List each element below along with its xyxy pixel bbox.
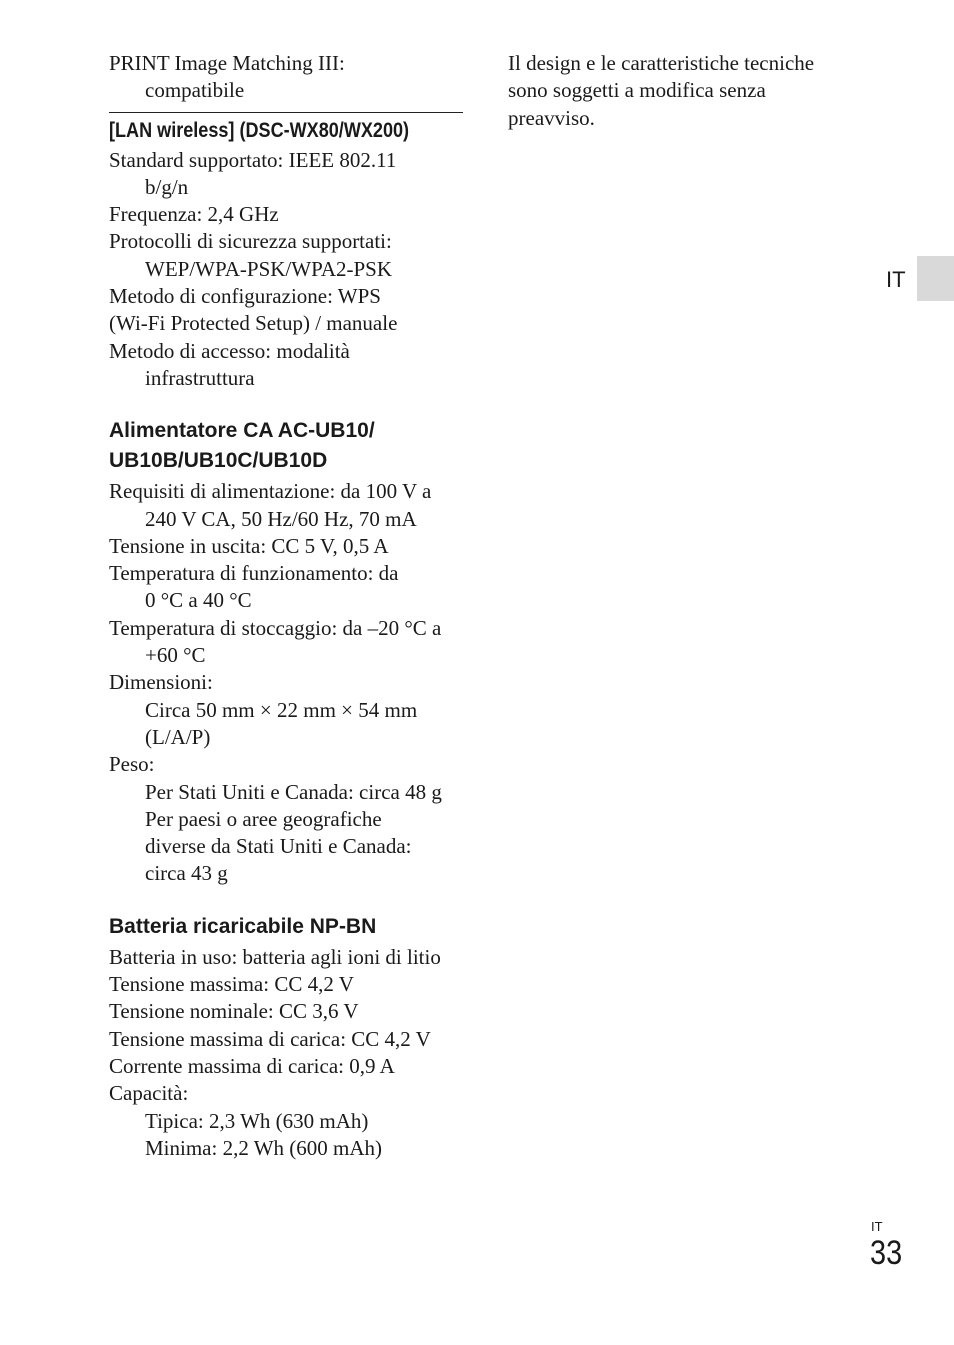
- spec-line: Tensione nominale: CC 3,6 V: [109, 999, 359, 1024]
- spec-line: Metodo di configurazione: WPS: [109, 284, 381, 309]
- left-column: [109, 50, 469, 1162]
- language-tab-label: IT: [886, 267, 906, 292]
- disclaimer-line: Il design e le caratteristiche tecniche: [508, 51, 815, 75]
- spec-line: Corrente massima di carica: 0,9 A: [109, 1053, 395, 1078]
- spec-line: Frequenza: 2,4 GHz: [109, 202, 279, 227]
- section-heading-line: UB10B/UB10C/UB10D: [109, 449, 328, 473]
- spec-line: b/g/n: [145, 174, 189, 199]
- spec-line: Peso:: [109, 752, 155, 777]
- spec-line: Circa 50 mm × 22 mm × 54 mm: [145, 697, 418, 722]
- spec-line: Temperatura di funzionamento: da: [109, 561, 399, 586]
- spec-line: PRINT Image Matching III:: [109, 51, 345, 75]
- spec-line: Tensione in uscita: CC 5 V, 0,5 A: [109, 533, 389, 558]
- spec-line: Per Stati Uniti e Canada: circa 48 g: [145, 779, 442, 804]
- page-number: 33: [870, 1234, 903, 1272]
- spec-line: Per paesi o aree geografiche: [145, 806, 382, 831]
- language-tab-marker: [917, 256, 954, 301]
- section-divider: [109, 112, 463, 113]
- disclaimer-line: sono soggetti a modifica senza: [508, 78, 766, 103]
- spec-line: Requisiti di alimentazione: da 100 V a: [109, 479, 432, 504]
- spec-line: circa 43 g: [145, 861, 228, 886]
- intro-block: [109, 50, 469, 105]
- section-ac-adaptor: [109, 416, 469, 887]
- spec-line: Tensione massima: CC 4,2 V: [109, 972, 354, 997]
- right-column: [508, 50, 848, 132]
- disclaimer-line: preavviso.: [508, 105, 595, 130]
- section-heading: [109, 416, 469, 476]
- spec-line: Tipica: 2,3 Wh (630 mAh): [145, 1108, 369, 1133]
- spec-line: Capacità:: [109, 1081, 189, 1106]
- spec-line: (Wi-Fi Protected Setup) / manuale: [109, 311, 398, 336]
- section-lan-wireless: [109, 117, 469, 393]
- spec-line: diverse da Stati Uniti e Canada:: [145, 834, 412, 859]
- spec-line: Metodo di accesso: modalità: [109, 338, 350, 363]
- spec-line: infrastruttura: [145, 365, 255, 390]
- spec-line: Tensione massima di carica: CC 4,2 V: [109, 1026, 431, 1051]
- spec-line: (L/A/P): [145, 724, 211, 749]
- spec-line: Temperatura di stoccaggio: da –20 °C a: [109, 615, 442, 640]
- section-battery: [109, 912, 469, 1162]
- disclaimer-paragraph: [508, 50, 848, 132]
- spec-line: Batteria in uso: batteria agli ioni di litio: [109, 944, 441, 969]
- section-heading: [LAN wireless] (DSC-WX80/WX200): [109, 118, 410, 142]
- spec-line: Minima: 2,2 Wh (600 mAh): [145, 1135, 383, 1160]
- section-heading-line: Alimentatore CA AC-UB10/: [109, 419, 375, 443]
- spec-line: WEP/WPA-PSK/WPA2-PSK: [145, 256, 393, 281]
- spec-line: 0 °C a 40 °C: [145, 588, 252, 613]
- spec-line: Standard supportato: IEEE 802.11: [109, 147, 397, 172]
- spec-line: Protocolli di sicurezza supportati:: [109, 229, 392, 254]
- spec-line: +60 °C: [145, 643, 206, 668]
- spec-line: Dimensioni:: [109, 670, 213, 695]
- section-heading-line: Batteria ricaricabile NP-BN: [109, 914, 377, 938]
- section-heading: [109, 912, 469, 942]
- spec-line: compatibile: [145, 78, 245, 103]
- page-language: IT: [871, 1219, 883, 1234]
- spec-line: 240 V CA, 50 Hz/60 Hz, 70 mA: [145, 506, 417, 531]
